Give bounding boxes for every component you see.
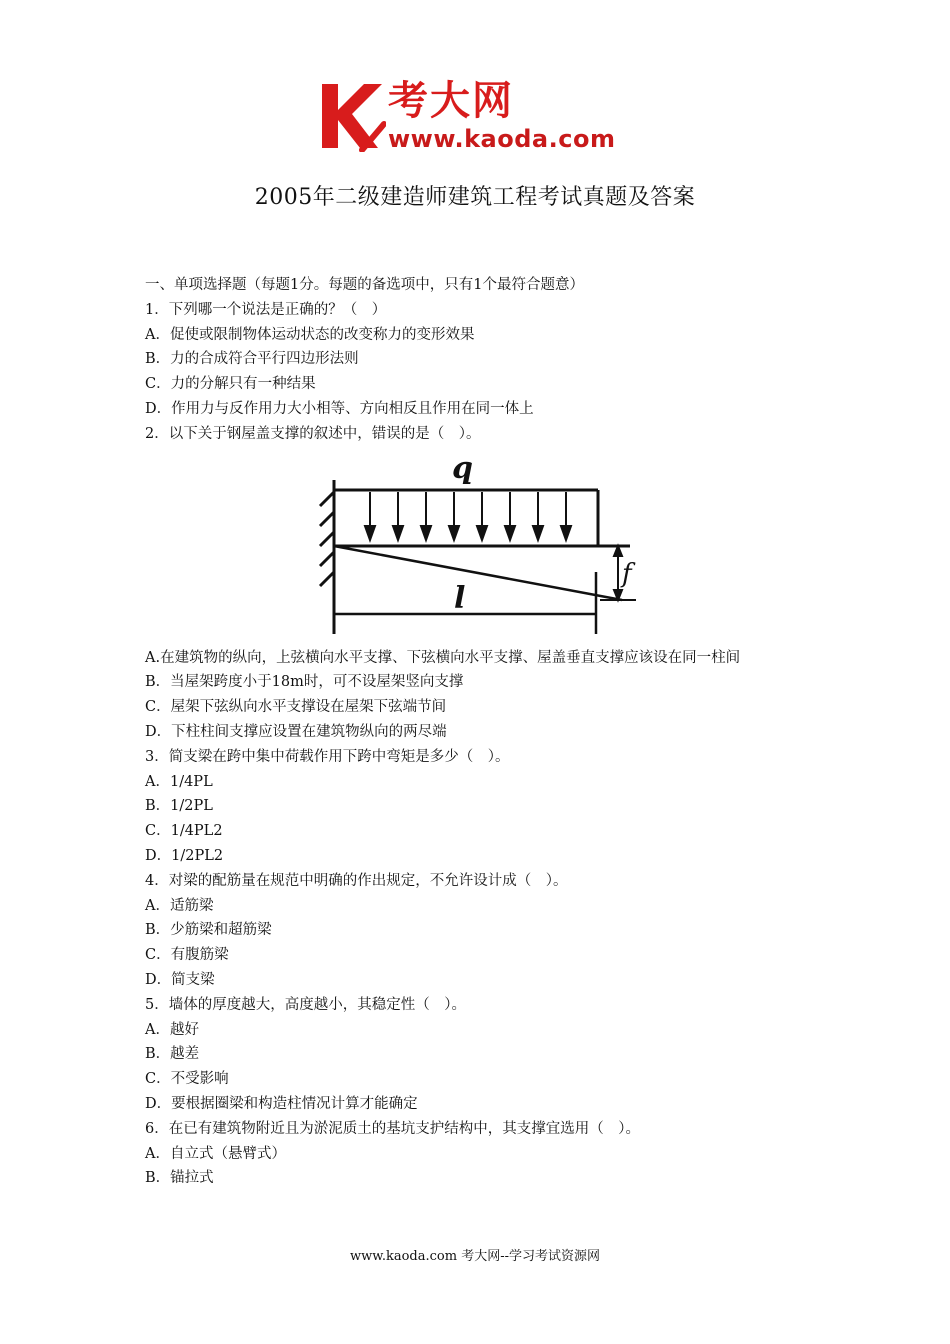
- distributed-load: [334, 490, 598, 546]
- load-label-q: q: [452, 452, 473, 486]
- load-arrows: [365, 492, 571, 540]
- logo-chinese-text: 考大网: [388, 78, 514, 124]
- q1-option-c: C．力的分解只有一种结果: [145, 376, 316, 393]
- question-content: [145, 273, 815, 1191]
- question-4: 4．对梁的配筋量在规范中明确的作出规定，不允许设计成（ ）。: [145, 872, 568, 889]
- question-5: 5．墙体的厚度越大，高度越小，其稳定性（ ）。: [145, 996, 466, 1013]
- q1-option-a: A．促使或限制物体运动状态的改变称力的变形效果: [145, 326, 475, 343]
- q4-option-a: A．适筋梁: [145, 897, 214, 914]
- q1-option-d: D．作用力与反作用力大小相等、方向相反且作用在同一体上: [145, 400, 534, 417]
- kaoda-logo: [318, 78, 638, 158]
- q5-option-a: A．越好: [145, 1021, 199, 1038]
- section-heading: 一、单项选择题（每题1分。每题的备选项中，只有1个最符合题意）: [145, 277, 584, 293]
- length-label-l: l: [454, 581, 466, 616]
- deflection-label-f: f: [622, 559, 632, 589]
- q2-option-d: D．下柱柱间支撑应设置在建筑物纵向的两尽端: [145, 723, 447, 740]
- q1-option-b: B．力的合成符合平行四边形法则: [145, 351, 359, 368]
- q3-option-a: A．1/4PL: [145, 773, 213, 790]
- cantilever-beam-figure: [300, 452, 650, 640]
- q2-option-c: C．屋架下弦纵向水平支撑设在屋架下弦端节间: [145, 699, 447, 716]
- q3-option-b: B．1/2PL: [145, 798, 213, 815]
- deflected-beam-line: [334, 546, 622, 600]
- fixed-wall-support: [320, 480, 334, 634]
- q3-option-d: D．1/2PL2: [145, 847, 224, 864]
- q4-option-d: D．简支梁: [145, 971, 215, 988]
- question-6: 6．在已有建筑物附近且为淤泥质土的基坑支护结构中，其支撑宜选用（ ）。: [145, 1120, 640, 1137]
- page-footer: www.kaoda.com 考大网--学习考试资源网: [350, 1249, 600, 1264]
- q4-option-b: B．少筋梁和超筋梁: [145, 922, 272, 939]
- q2-option-b: B．当屋架跨度小于18m时，可不设屋架竖向支撑: [145, 674, 464, 691]
- q6-option-b: B．锚拉式: [145, 1170, 214, 1187]
- q5-option-c: C．不受影响: [145, 1071, 229, 1088]
- q5-option-b: B．越差: [145, 1046, 200, 1063]
- q6-option-a: A．自立式（悬臂式）: [145, 1145, 286, 1162]
- k-logo-icon: [318, 80, 386, 152]
- q3-option-c: C．1/4PL2: [145, 823, 223, 840]
- logo-url-text: www.kaoda.com: [388, 125, 616, 153]
- question-3: 3．简支梁在跨中集中荷载作用下跨中弯矩是多少（ ）。: [145, 748, 510, 765]
- q5-option-d: D．要根据圈梁和构造柱情况计算才能确定: [145, 1095, 418, 1112]
- question-2: 2．以下关于钢屋盖支撑的叙述中，错误的是（ ）。: [145, 425, 481, 442]
- q4-option-c: C．有腹筋梁: [145, 947, 229, 964]
- q2-option-a: A.在建筑物的纵向，上弦横向水平支撑、下弦横向水平支撑、屋盖垂直支撑应该设在同一柱间: [145, 649, 741, 666]
- question-1: 1．下列哪一个说法是正确的？（ ）: [145, 301, 387, 318]
- page-title: 2005年二级建造师建筑工程考试真题及答案: [254, 185, 696, 210]
